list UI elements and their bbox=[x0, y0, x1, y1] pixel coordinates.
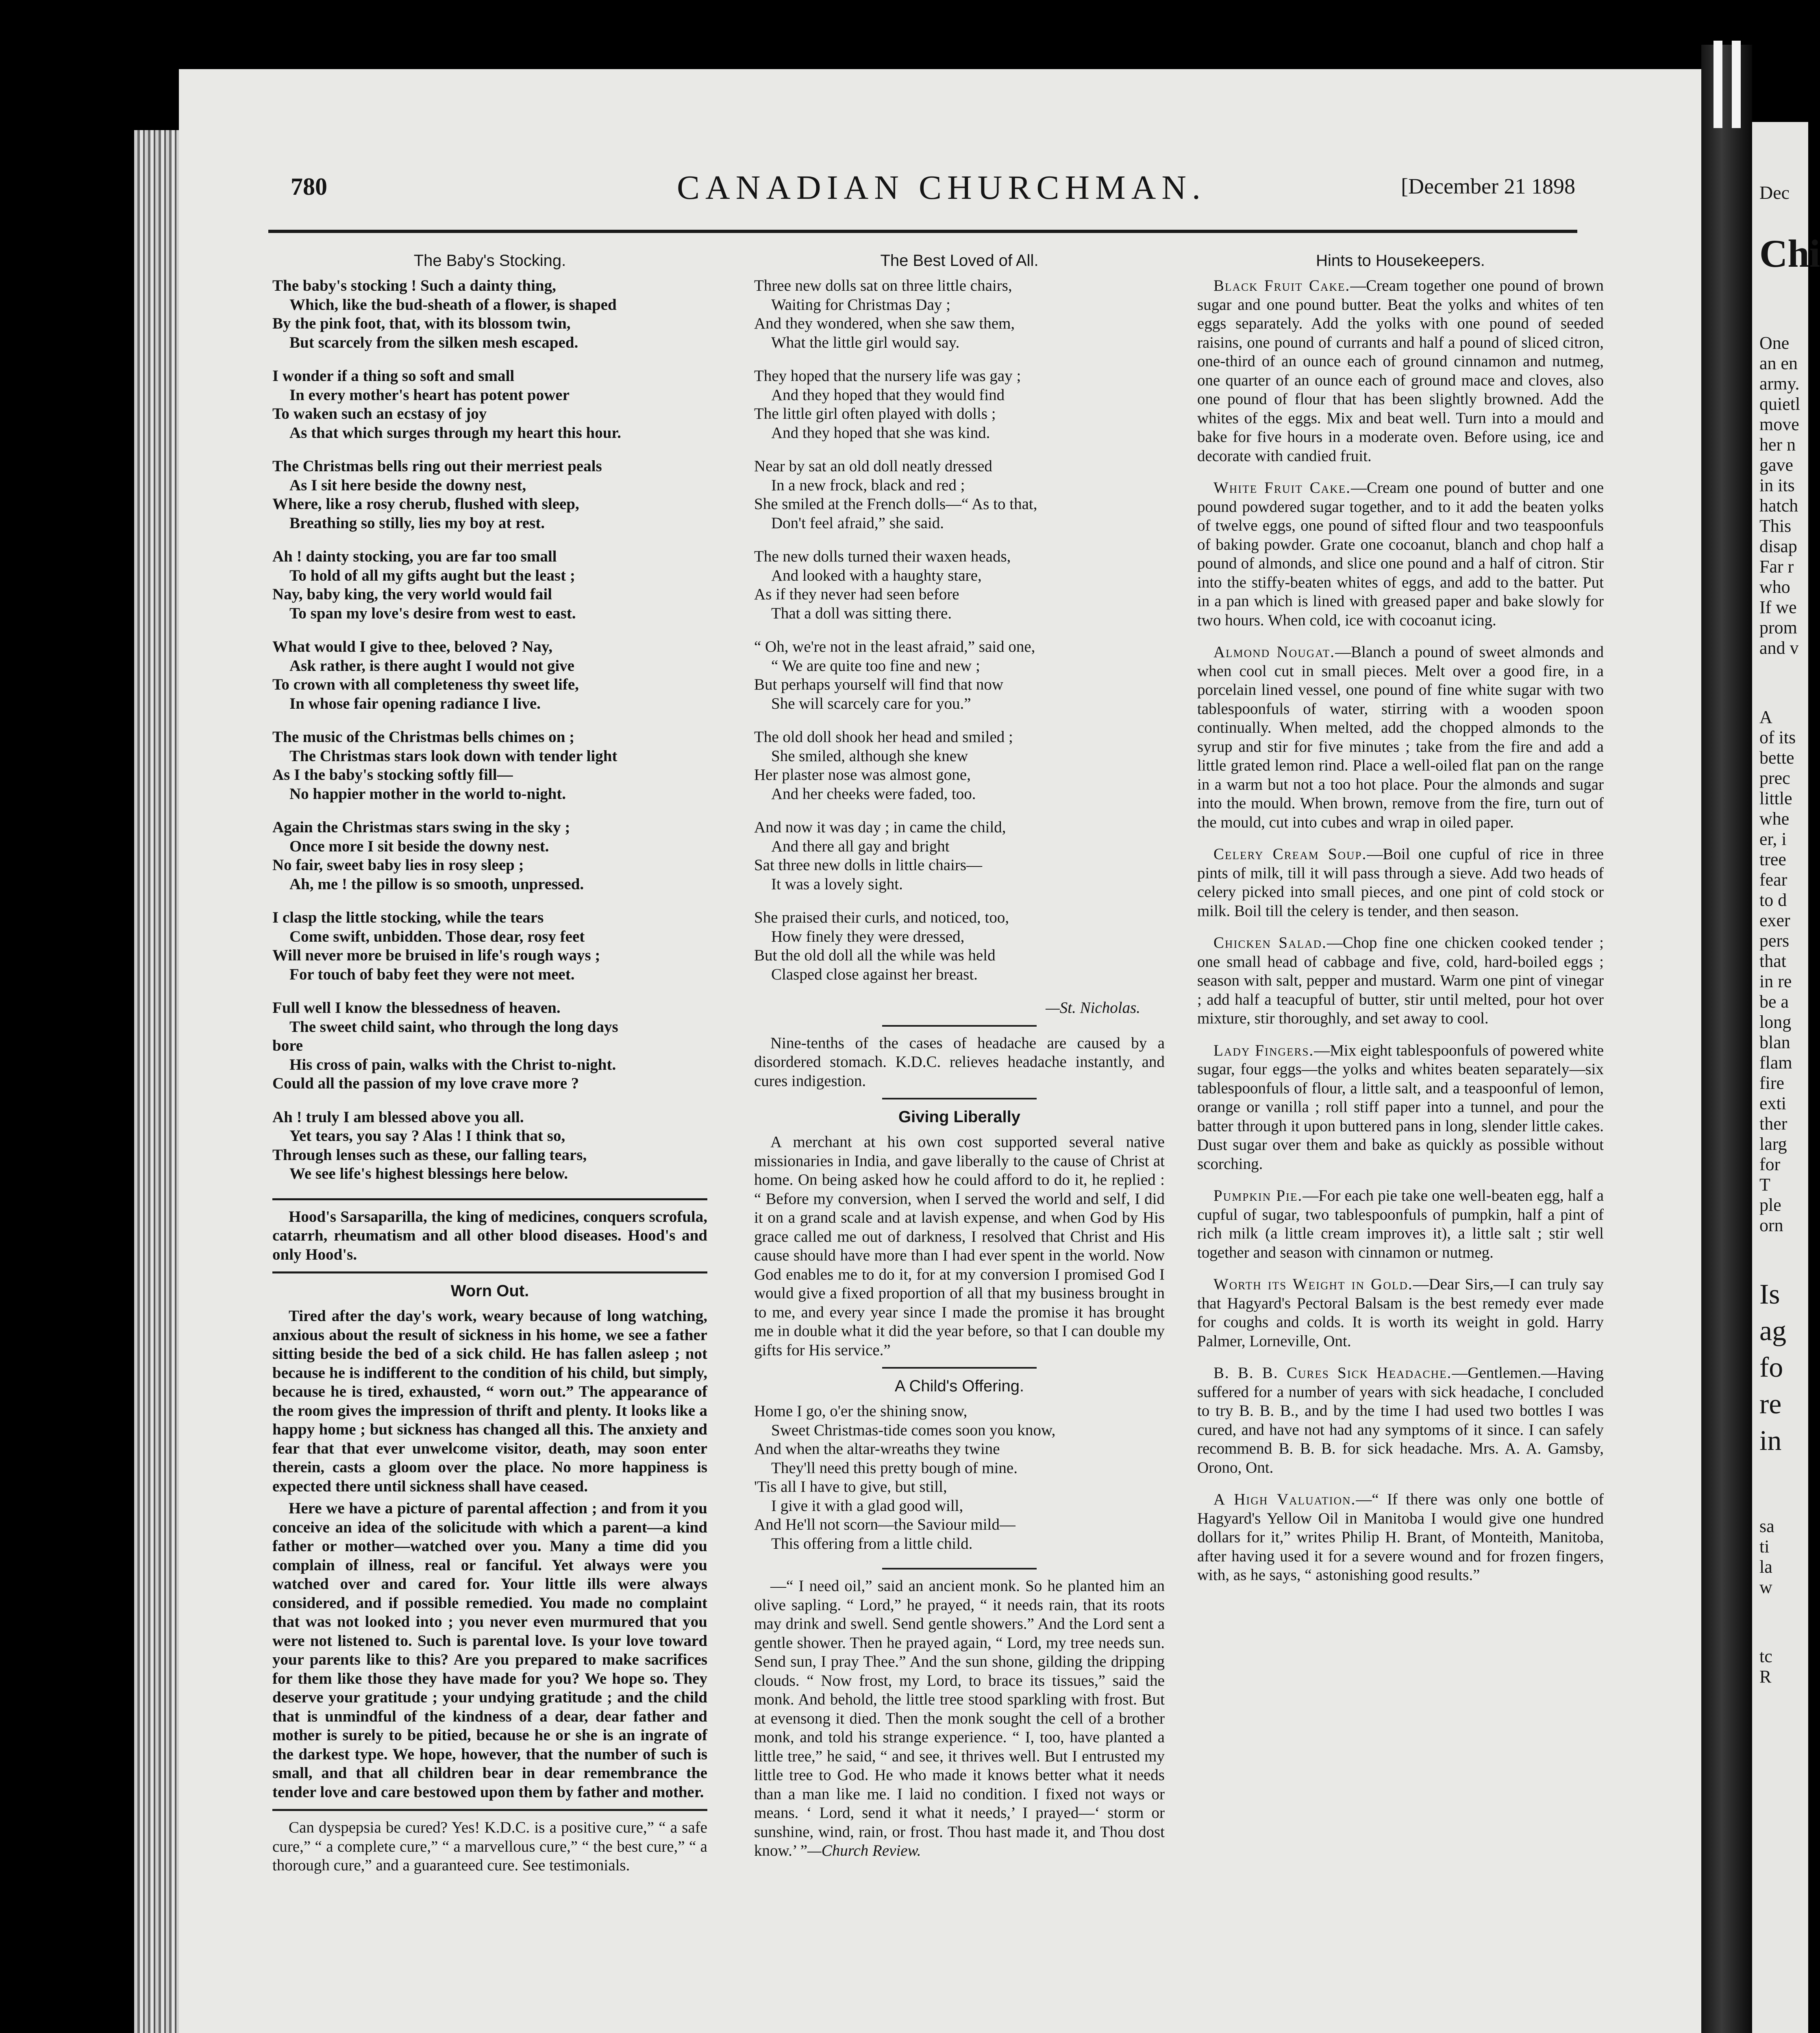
book-gutter bbox=[1701, 45, 1752, 2033]
poem-line: What would I give to thee, beloved ? Nay, bbox=[272, 638, 553, 655]
stanza bbox=[272, 1108, 707, 1184]
fragment-text: prom bbox=[1759, 618, 1797, 638]
poem-line: Near by sat an old doll neatly dressed bbox=[754, 457, 992, 475]
fragment-text: A bbox=[1759, 707, 1772, 727]
stanza bbox=[272, 457, 707, 533]
poem-line: They hoped that the nursery life was gay ; bbox=[754, 367, 1021, 385]
recipe-text: —Blanch a pound of sweet almonds and when cool cut in small pieces. Melt over a good fire, in a porcelain lined vessel, one pound of fine white sugar with two tablespoonfuls of water, stirring with a wooden spoon continually. When melted, add the chopped almonds to the syrup and stir for five minutes ; take from the fire and add a little grated lemon rind. Place a well-oiled flat pan on the range in a warm but not a too hot place. Pour the almonds and sugar into the mould. When brown, remove from the fire, turn out of the mould, cut into cubes and wrap in oiled paper. bbox=[1197, 643, 1604, 831]
fragment-text: T bbox=[1759, 1175, 1770, 1195]
poem-line: The baby's stocking ! Such a dainty thing, bbox=[272, 277, 556, 294]
advert-text: Nine-tenths of the cases of headache are caused by a disordered stomach. K.D.C. relieves headache instantly, and cures indigestion. bbox=[754, 1034, 1165, 1090]
fragment-text: ther bbox=[1759, 1114, 1787, 1134]
fragment-text: exti bbox=[1759, 1093, 1786, 1113]
poem-line: I clasp the little stocking, while the tears bbox=[272, 909, 544, 926]
poem-line: And now it was day ; in came the child, bbox=[754, 818, 1006, 836]
fragment-text: in re bbox=[1759, 971, 1792, 991]
recipe-text: —Cream together one pound of brown sugar and one pound butter. Beat the yolks and whites of ten eggs separately. Add the yolks with one pound of seeded raisins, one pound of currants and half a pound of sliced citron, one-third of an ounce each of ground cinnamon and nutmeg, one quarter of an ounce each of ground mace and cloves, also one pound of flour that has been slightly browned. Add the whites of the eggs. Mix and beat well. Turn into a mould and bake for five hours in a moderate oven. Before using, ice and decorate with candied fruit. bbox=[1197, 277, 1604, 465]
fragment-text: be a bbox=[1759, 992, 1789, 1012]
fragment-text: larg bbox=[1759, 1134, 1787, 1154]
poem-line: Clasped close against her breast. bbox=[771, 965, 978, 983]
poem-line: To waken such an ecstasy of joy bbox=[272, 405, 487, 422]
fragment-text: flam bbox=[1759, 1053, 1792, 1073]
stanza bbox=[754, 818, 1165, 894]
stanza bbox=[272, 908, 707, 984]
poem-line: “ Oh, we're not in the least afraid,” said one, bbox=[754, 638, 1035, 655]
poem-line: And looked with a haughty stare, bbox=[771, 566, 982, 584]
poem-line: Which, like the bud-sheath of a flower, is shaped bbox=[289, 296, 617, 313]
fragment-text: Far r bbox=[1759, 557, 1794, 577]
fragment-text: her n bbox=[1759, 435, 1796, 455]
fragment-text: orn bbox=[1759, 1215, 1783, 1235]
advert-text: Hood's Sarsaparilla, the king of medicines, conquers scrofula, catarrh, rheumatism and all other blood diseases. Hood's and only Hood's. bbox=[272, 1208, 707, 1263]
fragment-text: Chi bbox=[1759, 232, 1820, 275]
paragraph: A merchant at his own cost supported several native missionaries in India, and gave liberally to the cause of Christ at home. On being asked how he could afford to do it, he replied : “ Before my conversion, when I served the world and self, I did it on a grand scale and at lavish expense, and when God by His grace called me out of darkness, I resolved that Christ and His cause should have more than I had ever spent in the world. Now God enables me to do it, for at my conversion I promised God I would give a fixed proportion of all that my business brought in to me, and every year since I made the promise it has brought me in double what it did the year before, so that I can double my gifts for His service.” bbox=[754, 1133, 1165, 1359]
poem-line: The music of the Christmas bells chimes on ; bbox=[272, 728, 575, 746]
recipe-name: Black Fruit Cake. bbox=[1213, 277, 1350, 294]
left-column bbox=[272, 248, 707, 1875]
poem-line: But the old doll all the while was held bbox=[754, 947, 996, 964]
stanza bbox=[272, 818, 707, 894]
poem-line: Ah ! truly I am blessed above you all. bbox=[272, 1108, 524, 1126]
recipe-name: Worth its Weight in Gold. bbox=[1213, 1276, 1413, 1293]
poem-line: How finely they were dressed, bbox=[771, 927, 965, 945]
advert-text: Can dyspepsia be cured? Yes! K.D.C. is a positive cure,” “ a safe cure,” “ a complete cure,” “ a marvellous cure,” “ the best cure,” “ a thorough cure,” and a guaranteed cure. See testimonials. bbox=[272, 1819, 707, 1874]
article-giving-liberally bbox=[754, 1133, 1165, 1360]
poem-line: And they wondered, when she saw them, bbox=[754, 315, 1015, 332]
recipe-item bbox=[1197, 1041, 1604, 1174]
poem-line: And when the altar-wreaths they twine bbox=[754, 1440, 1000, 1458]
fragment-text: little bbox=[1759, 788, 1792, 808]
parable-text: —“ I need oil,” said an ancient monk. So he planted him an olive sapling. “ Lord,” he prayed, “ it needs rain, that its roots may drink and swell. Send gentle showers.” And the Lord sent a gentle shower. Then he prayed again, “ Lord, my tree needs sun. Send sun, I pray Thee.” And the sun shone, gilding the dripping clouds. “ Now frost, my Lord, to brace its tissues,” said the monk. And behold, the little tree stood sparkling with frost. But at evensong it died. Then the monk sought the cell of a brother monk, and told his strange experience. “ I, too, have planted a little tree,” he said, “ and see, it thrives well. But I entrusted my little tree to God. He who made it knows better what it needs than a man like me. I laid no condition. I fixed not ways or means. ‘ Lord, send it what it needs,’ I prayed—‘ storm or sunshine, wind, rain, or frost. Thou hast made it, and Thou dost know.’ ” bbox=[754, 1577, 1165, 1859]
poem-line: What the little girl would say. bbox=[771, 333, 960, 351]
fragment-text: an en bbox=[1759, 353, 1798, 373]
poem-line: To crown with all completeness thy sweet life, bbox=[272, 676, 579, 693]
fragment-text: in bbox=[1759, 1425, 1782, 1456]
recipe-item bbox=[1197, 1275, 1604, 1351]
poem-line: 'Tis all I have to give, but still, bbox=[754, 1478, 947, 1495]
poem-line: Will never more be bruised in life's rough ways ; bbox=[272, 947, 600, 964]
poem-line: Where, like a rosy cherub, flushed with sleep, bbox=[272, 495, 579, 513]
poem-line: She smiled at the French dolls—“ As to that, bbox=[754, 495, 1037, 513]
book-spine-edges bbox=[134, 130, 179, 2033]
fragment-text: ag bbox=[1759, 1315, 1787, 1347]
kdc-headache-advert bbox=[754, 1034, 1165, 1091]
fragment-text: re bbox=[1759, 1389, 1782, 1420]
fragment-text: for bbox=[1759, 1154, 1781, 1174]
poem-line: But perhaps yourself will find that now bbox=[754, 676, 1004, 693]
fragment-text: tc bbox=[1759, 1646, 1772, 1666]
poem-childs-offering bbox=[754, 1402, 1165, 1553]
poem-line: Waiting for Christmas Day ; bbox=[771, 296, 950, 313]
poem-title: A Child's Offering. bbox=[894, 1377, 1024, 1395]
page-header bbox=[291, 165, 1575, 209]
poem-line: She smiled, although she knew bbox=[771, 747, 968, 765]
poem-line: And they hoped that she was kind. bbox=[771, 424, 990, 442]
recipe-text: —“ If there was only one bottle of Hagyard's Yellow Oil in Manitoba I would give one hundred dollars for it,” writes Philip H. Brant, of Monteith, Manitoba, after having used it for a severe wound and for frozen fingers, with, as he says, “ astonishing good results.” bbox=[1197, 1491, 1604, 1584]
recipe-text: —Cream one pound of butter and one pound powdered sugar together, and to it add the beaten yolks of twelve eggs, one pound of sifted flour and two teaspoonfuls of baking powder. Grate one cocoanut, blanch and chop half a pound of almonds, and slice one pound and a half of citron. Stir into the stiffy-beaten whites of eggs, and add to the batter. Put in a pan which is lined with greased paper and bake slowly for two hours. When cold, ice with cocoanut icing. bbox=[1197, 479, 1604, 629]
stanza bbox=[754, 908, 1165, 984]
fragment-text: hatch bbox=[1759, 496, 1798, 516]
next-page-fragment bbox=[1752, 122, 1820, 2033]
recipe-item bbox=[1197, 276, 1604, 466]
column-rule bbox=[272, 1198, 707, 1200]
recipe-item bbox=[1197, 1186, 1604, 1262]
recipe-name: Almond Nougat. bbox=[1213, 643, 1335, 661]
middle-column bbox=[754, 248, 1165, 1864]
poem-line: Breathing so stilly, lies my boy at rest. bbox=[289, 514, 545, 532]
poem-line: Come swift, unbidden. Those dear, rosy feet bbox=[289, 927, 585, 945]
recipe-item bbox=[1197, 845, 1604, 921]
poem-line: Nay, baby king, the very world would fail bbox=[272, 586, 552, 603]
recipe-name: Pumpkin Pie. bbox=[1213, 1187, 1303, 1204]
fragment-text: tree bbox=[1759, 849, 1786, 869]
poem-line: As I sit here beside the downy nest, bbox=[289, 476, 526, 494]
recipe-text: —For each pie take one well-beaten egg, half a cupful of sugar, two tablespoonfuls of pumpkin, half a pint of rich milk (a little cream improves it), a little salt ; stir well together and season with cinnamon or nutmeg. bbox=[1197, 1187, 1604, 1261]
poem-line: By the pink foot, that, with its blossom twin, bbox=[272, 315, 571, 332]
poem-line: As if they never had seen before bbox=[754, 586, 959, 603]
recipe-list bbox=[1197, 276, 1604, 1585]
poem-title: The Best Loved of All. bbox=[880, 252, 1039, 270]
fragment-text: of its bbox=[1759, 727, 1796, 747]
attribution: —St. Nicholas. bbox=[1046, 999, 1140, 1016]
paragraph: Tired after the day's work, weary because of long watching, anxious about the result of sickness in his home, we see a father sitting beside the bed of a sick child. He has fallen asleep ; not because he is indifferent to the condition of his child, but simply, because he is tired, exhausted, “ worn out.” The appearance of the room gives the impression of thrift and plenty. It looks like a happy home ; but sickness has changed all this. The anxiety and fear that that ever unwelcome visitor, death, may soon enter therein, casts a gloom over the place. No more happiness is expected there until sickness shall have ceased. bbox=[272, 1307, 707, 1495]
fragment-text: Is bbox=[1759, 1279, 1780, 1310]
recipe-name: Lady Fingers. bbox=[1213, 1041, 1314, 1059]
poem-title: The Baby's Stocking. bbox=[413, 252, 566, 270]
fragment-text: quietl bbox=[1759, 394, 1800, 414]
stanza bbox=[754, 638, 1165, 713]
poem-line: This offering from a little child. bbox=[771, 1535, 973, 1552]
stanza bbox=[272, 367, 707, 442]
poem-line: And there all gay and bright bbox=[771, 837, 950, 855]
poem-line: The new dolls turned their waxen heads, bbox=[754, 548, 1011, 565]
fragment-text: in its bbox=[1759, 475, 1795, 495]
poem-line: Through lenses such as these, our falling tears, bbox=[272, 1146, 587, 1164]
fragment-text: bette bbox=[1759, 748, 1794, 768]
stanza bbox=[272, 276, 707, 352]
fragment-text: gave bbox=[1759, 455, 1794, 475]
poem-line: Home I go, o'er the shining snow, bbox=[754, 1402, 968, 1420]
poem-line: In every mother's heart has potent power bbox=[289, 386, 570, 404]
fragment-text: R bbox=[1759, 1667, 1772, 1687]
fragment-text: blan bbox=[1759, 1032, 1790, 1052]
poem-line: Her plaster nose was almost gone, bbox=[754, 766, 971, 784]
poem-line: And He'll not scorn—the Saviour mild— bbox=[754, 1516, 1015, 1533]
article-parable bbox=[754, 1577, 1165, 1861]
recipe-item bbox=[1197, 1364, 1604, 1477]
recipe-text: —Gentlemen.—Having suffered for a number of years with sick headache, I concluded to try B. B. B., and by the time I had used two bottles I was cured, and have not had any symptoms of it since. I can safely recommend B. B. B. for sick headache. Mrs. A. A. Gamsby, Orono, Ont. bbox=[1197, 1364, 1604, 1476]
ornament-rule bbox=[882, 1568, 1037, 1569]
column-rule bbox=[272, 1271, 707, 1273]
stanza bbox=[754, 728, 1165, 803]
fragment-text: to d bbox=[1759, 890, 1787, 910]
poem-line: bore bbox=[272, 1037, 303, 1054]
poem-line: “ We are quite too fine and new ; bbox=[771, 657, 980, 675]
poem-line: To span my love's desire from west to east. bbox=[289, 604, 576, 622]
poem-line: As I the baby's stocking softly fill— bbox=[272, 766, 513, 784]
issue-date: [December 21 1898 bbox=[1401, 174, 1575, 198]
fragment-text: la bbox=[1759, 1557, 1772, 1577]
section-title: Hints to Housekeepers. bbox=[1316, 252, 1485, 270]
stanza bbox=[272, 728, 707, 803]
paragraph: Here we have a picture of parental affection ; and from it you conceive an idea of the solicitude with which a parent—a kind father or mother—watched over you. Many a time did you complain of illness, real or fanciful. Yet always were you watched over and cared for. Your little ills were always considered, and if possible remedied. You made no complaint that was not looked into ; you never even murmured that you were not listened to. Such is parental love. Is your love toward your parents like to this? Are you prepared to make sacrifices for them like those they have made for you? We hope so. They deserve your gratitude ; your undying gratitude ; and the child that is unmindful of the kindness of a dear, dear father and mother is surely to be pitied, because he or she is an ingrate of the darkest type. We hope, however, that the number of such is small, and that all children bear in dear remembrance the tender love and care bestowed upon them by father and mother. bbox=[272, 1500, 707, 1801]
poem-line: It was a lovely sight. bbox=[771, 875, 903, 893]
poem-line: Again the Christmas stars swing in the sky ; bbox=[272, 818, 570, 836]
poem-line: Ah ! dainty stocking, you are far too small bbox=[272, 548, 557, 565]
poem-babys-stocking bbox=[272, 276, 707, 1184]
fragment-text: If we bbox=[1759, 597, 1797, 617]
fragment-text: disap bbox=[1759, 536, 1797, 556]
fragment-text: move bbox=[1759, 414, 1799, 434]
poem-best-loved bbox=[754, 276, 1165, 984]
poem-line: But scarcely from the silken mesh escaped. bbox=[289, 333, 578, 351]
fragment-text: army. bbox=[1759, 374, 1800, 394]
recipe-text: —Mix eight tablespoonfuls of powered white sugar, four eggs—the yolks and whites beaten separately—six tablespoonfuls of flour, a little salt, and a teaspoonful of lemon, orange or vanilla ; roll stiff paper into a tunnel, and pour the batter through it upon buttered pans in long, slender little cakes. Dust sugar over them and bake as quickly as possible without scorching. bbox=[1197, 1041, 1604, 1173]
fragment-text: pers bbox=[1759, 931, 1790, 951]
scan-edge-mark bbox=[1713, 41, 1722, 128]
poem-line: In a new frock, black and red ; bbox=[771, 476, 965, 494]
poem-line: The little girl often played with dolls ; bbox=[754, 405, 996, 422]
poem-line: Sat three new dolls in little chairs— bbox=[754, 856, 983, 874]
recipe-name: A High Valuation. bbox=[1213, 1491, 1356, 1508]
poem-line: And her cheeks were faded, too. bbox=[771, 785, 976, 803]
poem-line: Three new dolls sat on three little chairs, bbox=[754, 277, 1012, 294]
stanza bbox=[754, 457, 1165, 533]
fragment-text: ti bbox=[1759, 1537, 1770, 1556]
poem-line: I give it with a glad good will, bbox=[771, 1497, 963, 1515]
poem-line: I wonder if a thing so soft and small bbox=[272, 367, 515, 385]
fragment-text: er, i bbox=[1759, 829, 1787, 849]
scan-edge-mark bbox=[1732, 41, 1741, 128]
poem-line: The Christmas bells ring out their merriest peals bbox=[272, 457, 602, 475]
fragment-text: This bbox=[1759, 516, 1792, 536]
column-rule bbox=[272, 1809, 707, 1811]
poem-line: Once more I sit beside the downy nest. bbox=[289, 837, 549, 855]
fragment-text: long bbox=[1759, 1012, 1792, 1032]
poem-line: They'll need this pretty bough of mine. bbox=[771, 1459, 1018, 1477]
stanza bbox=[754, 276, 1165, 352]
poem-line: In whose fair opening radiance I live. bbox=[289, 694, 541, 712]
ornament-rule bbox=[882, 1367, 1037, 1369]
fragment-text: exer bbox=[1759, 910, 1790, 930]
poem-line: The sweet child saint, who through the long days bbox=[289, 1018, 618, 1036]
recipe-item bbox=[1197, 643, 1604, 832]
poem-line: And they hoped that they would find bbox=[771, 386, 1005, 404]
recipe-name: B. B. B. Cures Sick Headache. bbox=[1213, 1364, 1452, 1382]
fragment-text: ple bbox=[1759, 1195, 1781, 1215]
ornament-rule bbox=[882, 1098, 1037, 1099]
poem-line: As that which surges through my heart this hour. bbox=[289, 424, 621, 442]
right-column bbox=[1197, 248, 1604, 1598]
page-number: 780 bbox=[291, 173, 327, 200]
poem-line: We see life's highest blessings here below. bbox=[289, 1165, 568, 1182]
recipe-name: Chicken Salad. bbox=[1213, 934, 1327, 951]
poem-line: Sweet Christmas-tide comes soon you know, bbox=[771, 1421, 1056, 1439]
stanza bbox=[754, 547, 1165, 623]
poem-line: No happier mother in the world to-night. bbox=[289, 785, 566, 803]
stanza bbox=[754, 1402, 1165, 1553]
hoods-advert bbox=[272, 1208, 707, 1265]
poem-line: She praised their curls, and noticed, too, bbox=[754, 909, 1009, 926]
poem-line: To hold of all my gifts aught but the least ; bbox=[289, 566, 575, 584]
header-rule bbox=[268, 230, 1577, 233]
poem-line: For touch of baby feet they were not meet. bbox=[289, 965, 575, 983]
poem-line: Ask rather, is there aught I would not give bbox=[289, 657, 574, 675]
stanza bbox=[272, 638, 707, 713]
poem-line: Could all the passion of my love crave more ? bbox=[272, 1075, 579, 1092]
fragment-text: fire bbox=[1759, 1073, 1785, 1093]
fragment-text: sa bbox=[1759, 1516, 1774, 1536]
fragment-text: whe bbox=[1759, 809, 1790, 829]
fragment-text: prec bbox=[1759, 768, 1790, 788]
recipe-name: White Fruit Cake. bbox=[1213, 479, 1351, 496]
fragment-text: and v bbox=[1759, 638, 1799, 658]
poem-line: The old doll shook her head and smiled ; bbox=[754, 728, 1013, 746]
poem-line: The Christmas stars look down with tender light bbox=[289, 747, 618, 765]
stanza bbox=[272, 999, 707, 1093]
kdc-advert bbox=[272, 1818, 707, 1875]
recipe-item bbox=[1197, 479, 1604, 630]
paragraph bbox=[754, 1577, 1165, 1861]
recipe-text: —Boil one cupful of rice in three pints of milk, till it will pass through a sieve. Add two heads of celery picked into small pieces, and one pint of cold stock or milk. Boil till the celery is tender, and then season. bbox=[1197, 845, 1604, 920]
poem-line: That a doll was sitting there. bbox=[771, 604, 952, 622]
masthead: CANADIAN CHURCHMAN. bbox=[677, 169, 1207, 207]
article-title: Worn Out. bbox=[450, 1282, 529, 1300]
ornament-rule bbox=[882, 1025, 1037, 1027]
parable-source: —Church Review. bbox=[807, 1842, 921, 1859]
poem-line: No fair, sweet baby lies in rosy sleep ; bbox=[272, 856, 524, 874]
fragment-text: One bbox=[1759, 333, 1790, 353]
poem-line: Full well I know the blessedness of heaven. bbox=[272, 999, 561, 1016]
recipe-item bbox=[1197, 934, 1604, 1028]
poem-line: Ah, me ! the pillow is so smooth, unpressed. bbox=[289, 875, 584, 893]
fragment-text: who bbox=[1759, 577, 1790, 597]
poem-line: Yet tears, you say ? Alas ! I think that so, bbox=[289, 1127, 565, 1145]
fragment-text: w bbox=[1759, 1577, 1772, 1597]
fragment-text: that bbox=[1759, 951, 1786, 971]
article-worn-out bbox=[272, 1307, 707, 1802]
stanza bbox=[754, 367, 1165, 442]
poem-line: Don't feel afraid,” she said. bbox=[771, 514, 944, 532]
recipe-name: Celery Cream Soup. bbox=[1213, 845, 1367, 863]
poem-line: She will scarcely care for you.” bbox=[771, 694, 971, 712]
recipe-text: —Dear Sirs,—I can truly say that Hagyard's Pectoral Balsam is the best remedy ever made for coughs and colds. It is worth its weight in gold. Harry Palmer, Lorneville, Ont. bbox=[1197, 1276, 1604, 1350]
fragment-text: fo bbox=[1759, 1352, 1783, 1383]
poem-line: His cross of pain, walks with the Christ to-night. bbox=[289, 1056, 616, 1073]
stanza bbox=[272, 547, 707, 623]
fragment-text: fear bbox=[1759, 870, 1787, 890]
recipe-item bbox=[1197, 1490, 1604, 1585]
fragment-text: Dec bbox=[1759, 182, 1790, 203]
article-title: Giving Liberally bbox=[898, 1108, 1021, 1126]
recipe-text: —Chop fine one chicken cooked tender ; one small head of cabbage and five, cold, hard-boiled eggs ; season with salt, pepper and mustard. Warm one pint of vinegar ; add half a teacupful of butter, stir until melted, pour hot over mixture, stir thoroughly, and set away to cool. bbox=[1197, 934, 1604, 1027]
